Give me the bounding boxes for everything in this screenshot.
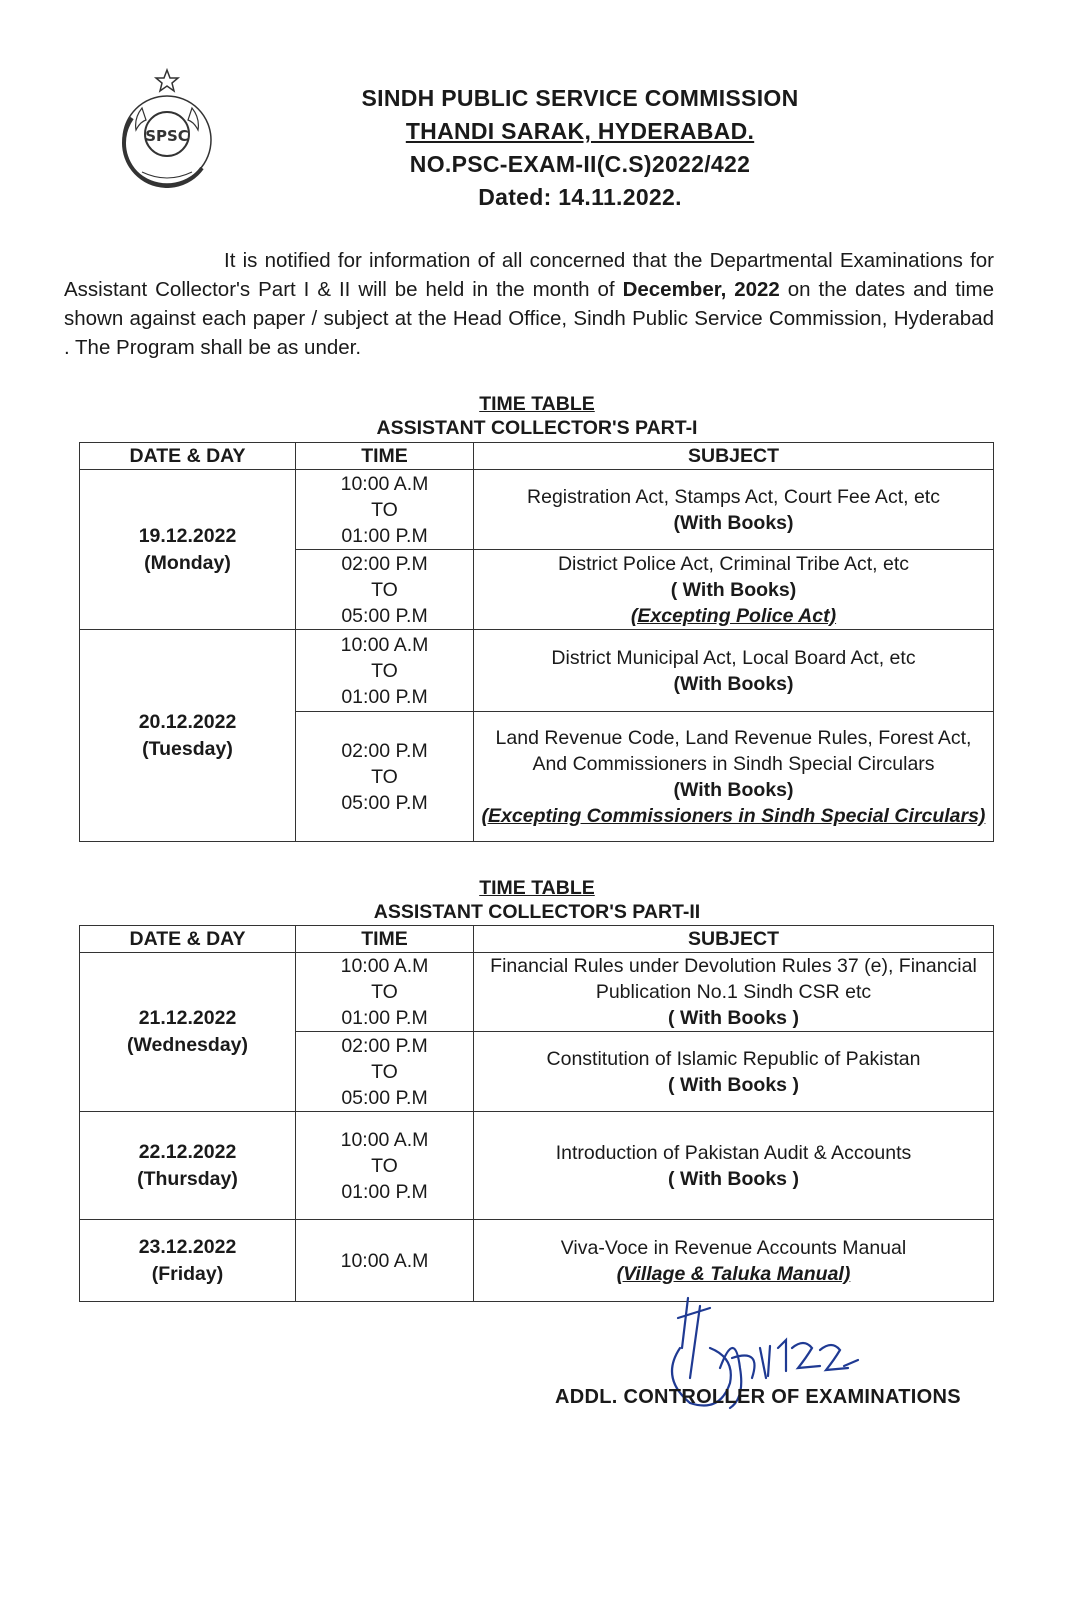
time-cell	[296, 550, 474, 630]
subject-books: ( With Books )	[668, 1073, 799, 1096]
time-to: TO	[371, 578, 398, 601]
subject-name: Introduction of Pakistan Audit & Accounts	[555, 1141, 912, 1164]
part2-timetable	[79, 925, 994, 1302]
time-to: TO	[371, 498, 398, 521]
subject-name: Registration Act, Stamps Act, Court Fee Act, etc	[527, 485, 940, 508]
col-date-header: DATE & DAY	[80, 443, 296, 470]
subject-books: ( With Books )	[668, 1167, 799, 1190]
table-header-row	[80, 443, 994, 470]
time-start: 10:00 A.M	[340, 472, 429, 495]
table-row	[80, 1112, 994, 1220]
subject-name: District Municipal Act, Local Board Act, etc	[551, 646, 916, 669]
subject-name: Viva-Voce in Revenue Accounts Manual	[560, 1236, 907, 1259]
time-cell	[296, 712, 474, 842]
time-end: 01:00 P.M	[341, 1180, 428, 1203]
notification-text	[64, 246, 994, 362]
subject-name: Land Revenue Code, Land Revenue Rules, Forest Act, And Commissioners in Sindh Special Circulars	[495, 726, 972, 775]
intro-part1: It is notified for information of all concerned that the Departmental Examinations for Assistant Collector's Part I & II will be held in the month of	[64, 249, 994, 301]
signatory-designation: ADDL. CONTROLLER OF EXAMINATIONS	[555, 1386, 961, 1408]
subject-cell	[474, 1112, 994, 1220]
exam-day: (Friday)	[151, 1262, 224, 1285]
subject-name: Constitution of Islamic Republic of Pakistan	[546, 1047, 921, 1070]
exam-date: 21.12.2022	[138, 1007, 237, 1029]
col-date-header: DATE & DAY	[80, 926, 296, 953]
time-to: TO	[371, 659, 398, 682]
time-end: 05:00 P.M	[341, 791, 428, 814]
spsc-seal-icon	[112, 68, 222, 188]
time-to: TO	[371, 765, 398, 788]
reference-number: NO.PSC-EXAM-II(C.S)2022/422	[409, 151, 751, 177]
time-cell	[296, 1112, 474, 1220]
subject-books: (With Books)	[673, 511, 794, 534]
table-header-row	[80, 926, 994, 953]
time-start: 10:00 A.M	[340, 633, 429, 656]
date-cell	[80, 1220, 296, 1302]
subject-cell	[474, 630, 994, 712]
part1-subtitle: ASSISTANT COLLECTOR'S PART-I	[376, 417, 698, 439]
part2-title: TIME TABLE	[479, 877, 595, 899]
time-to: TO	[371, 981, 398, 1003]
subject-books: (With Books)	[673, 672, 794, 695]
subject-name: District Police Act, Criminal Tribe Act, etc	[557, 552, 910, 575]
exam-date: 19.12.2022	[138, 524, 237, 547]
table-row	[80, 470, 994, 550]
subject-cell	[474, 1032, 994, 1112]
subject-exception: (Village & Taluka Manual)	[616, 1262, 851, 1285]
time-end: 01:00 P.M	[341, 1007, 428, 1029]
date-cell	[80, 630, 296, 842]
col-subject-header: SUBJECT	[474, 443, 994, 470]
exam-day: (Wednesday)	[127, 1034, 248, 1056]
time-end: 01:00 P.M	[341, 524, 428, 547]
seal-text: SPSC	[145, 127, 189, 145]
part2-heading	[0, 876, 1074, 924]
time-start: 02:00 P.M	[341, 552, 428, 575]
subject-cell	[474, 550, 994, 630]
time-start: 02:00 P.M	[341, 739, 428, 762]
part1-title: TIME TABLE	[479, 393, 595, 415]
commission-name: SINDH PUBLIC SERVICE COMMISSION	[361, 85, 799, 111]
time-cell	[296, 1032, 474, 1112]
exam-day: (Thursday)	[137, 1167, 238, 1190]
subject-books: (With Books)	[673, 778, 794, 801]
intro-month: December, 2022	[622, 278, 780, 301]
exam-date: 23.12.2022	[138, 1235, 237, 1258]
subject-books: ( With Books)	[670, 578, 797, 601]
dated-line: Dated: 14.11.2022.	[478, 184, 682, 210]
col-time-header: TIME	[296, 443, 474, 470]
subject-exception: (Excepting Commissioners in Sindh Special Circulars)	[481, 804, 986, 827]
exam-date: 20.12.2022	[138, 710, 237, 733]
time-to: TO	[371, 1060, 398, 1083]
col-time-header: TIME	[296, 926, 474, 953]
subject-exception: (Excepting Police Act)	[630, 604, 837, 627]
time-cell	[296, 630, 474, 712]
time-start: 02:00 P.M	[341, 1034, 428, 1057]
commission-address: THANDI SARAK, HYDERABAD.	[405, 118, 755, 144]
subject-cell	[474, 712, 994, 842]
date-cell	[80, 953, 296, 1112]
table-row	[80, 953, 994, 1032]
subject-name: Financial Rules under Devolution Rules 37 (e), Financial Publication No.1 Sindh CSR etc	[490, 955, 977, 1003]
subject-books: ( With Books )	[668, 1007, 799, 1029]
time-start: 10:00 A.M	[340, 955, 429, 977]
exam-day: (Monday)	[144, 551, 231, 574]
exam-date: 22.12.2022	[138, 1140, 237, 1163]
time-end: 05:00 P.M	[341, 604, 428, 627]
intro-part2: on the dates and time shown against each paper / subject at the Head Office, Sindh Public Service Commission, Hyderabad . The Program shall be as under.	[64, 278, 994, 359]
time-end: 05:00 P.M	[341, 1086, 428, 1109]
part1-heading	[0, 392, 1074, 440]
time-start: 10:00 A.M	[340, 1249, 429, 1272]
col-subject-header: SUBJECT	[474, 926, 994, 953]
table-row	[80, 630, 994, 712]
letterhead	[300, 82, 860, 214]
part2-subtitle: ASSISTANT COLLECTOR'S PART-II	[373, 901, 701, 923]
time-cell	[296, 1220, 474, 1302]
subject-cell	[474, 953, 994, 1032]
time-start: 10:00 A.M	[340, 1128, 429, 1151]
time-cell	[296, 953, 474, 1032]
exam-day: (Tuesday)	[142, 737, 233, 760]
subject-cell	[474, 470, 994, 550]
time-cell	[296, 470, 474, 550]
date-cell	[80, 470, 296, 630]
time-to: TO	[371, 1154, 398, 1177]
date-cell	[80, 1112, 296, 1220]
part1-timetable	[79, 442, 994, 842]
time-end: 01:00 P.M	[341, 685, 428, 708]
